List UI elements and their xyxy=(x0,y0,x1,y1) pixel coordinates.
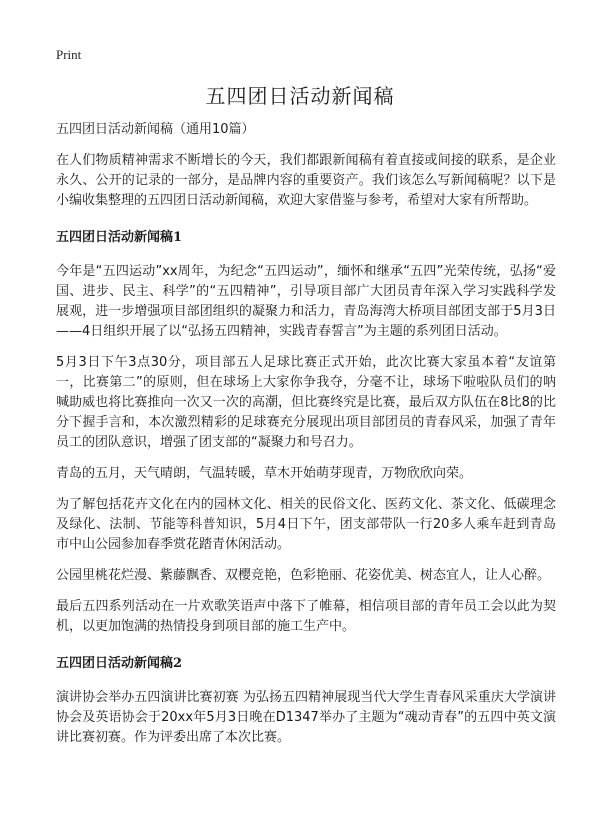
section-1-paragraph: 青岛的五月，天气晴朗，气温转暖，草木开始萌芽现青，万物欣欣向荣。 xyxy=(56,466,473,481)
section-1-paragraph: 今年是“五四运动”xx周年，为纪念“五四运动”，缅怀和继承“五四”光荣传统，弘扬“爱国、进步、民主、科学”的“五四精神”，引导项目部广大团员青年深入学习实践科学发展观，进一步增强项目部团组织的凝聚力和活力，青岛海湾大桥项目部团支部于5月3日——4日组织开展了以“弘扬五四精神，实践青春誓言”为主题的系列团日活动。 xyxy=(56,264,556,339)
section-2-paragraph: 演讲协会举办五四演讲比赛初赛 为弘扬五四精神展现当代大学生青春风采重庆大学演讲协会及英语协会于20xx年5月3日晚在D1347举办了主题为“魂动青春”的五四中英文演讲比赛初赛。作为评委出席了本次比赛。 xyxy=(56,690,556,745)
document-subtitle: 五四团日活动新闻稿（通用10篇） xyxy=(56,122,255,137)
article-body xyxy=(56,120,556,759)
section-heading-2: 五四团日活动新闻稿2 xyxy=(56,656,183,671)
intro-paragraph: 在人们物质精神需求不断增长的今天，我们都跟新闻稿有着直接或间接的联系，是企业永久、公开的记录的一部分，是品牌内容的重要资产。我们该怎么写新闻稿呢？以下是小编收集整理的五四团日活动新闻稿，欢迎大家借鉴与参考，希望对大家有所帮助。 xyxy=(56,153,556,208)
section-1-paragraph: 为了解包括花卉文化在内的园林文化、相关的民俗文化、医药文化、茶文化、低碳理念及绿化、法制、节能等科普知识，5月4日下午，团支部带队一行20多人乘车赶到青岛市中山公园参加春季赏花踏青休闲活动。 xyxy=(56,497,556,552)
page-title: 五四团日活动新闻稿 xyxy=(205,84,395,108)
section-heading-1: 五四团日活动新闻稿1 xyxy=(56,230,183,245)
print-link[interactable]: Print xyxy=(56,47,82,62)
section-1-paragraph: 5月3日下午3点30分，项目部五人足球比赛正式开始，此次比赛大家虽本着“友谊第一，比赛第二”的原则，但在球场上大家你争我夺，分毫不让，球场下啦啦队员们的呐喊助威也将比赛推向一次又一次的高潮，但比赛终究是比赛，最后双方队伍在8比8的比分下握手言和，本次激烈精彩的足球赛充分展现出项目部团员的青春风采，加强了青年员工的团队意识，增强了团支部的“凝聚力和号召力。 xyxy=(56,355,556,450)
section-1-paragraph: 公园里桃花烂漫、紫藤飘香、双樱竞艳，色彩艳丽、花姿优美、树态宜人，让人心醉。 xyxy=(56,568,551,583)
section-1-paragraph: 最后五四系列活动在一片欢歌笑语声中落下了帷幕，相信项目部的青年员工会以此为契机，以更加饱满的热情投身到项目部的施工生产中。 xyxy=(56,599,556,634)
